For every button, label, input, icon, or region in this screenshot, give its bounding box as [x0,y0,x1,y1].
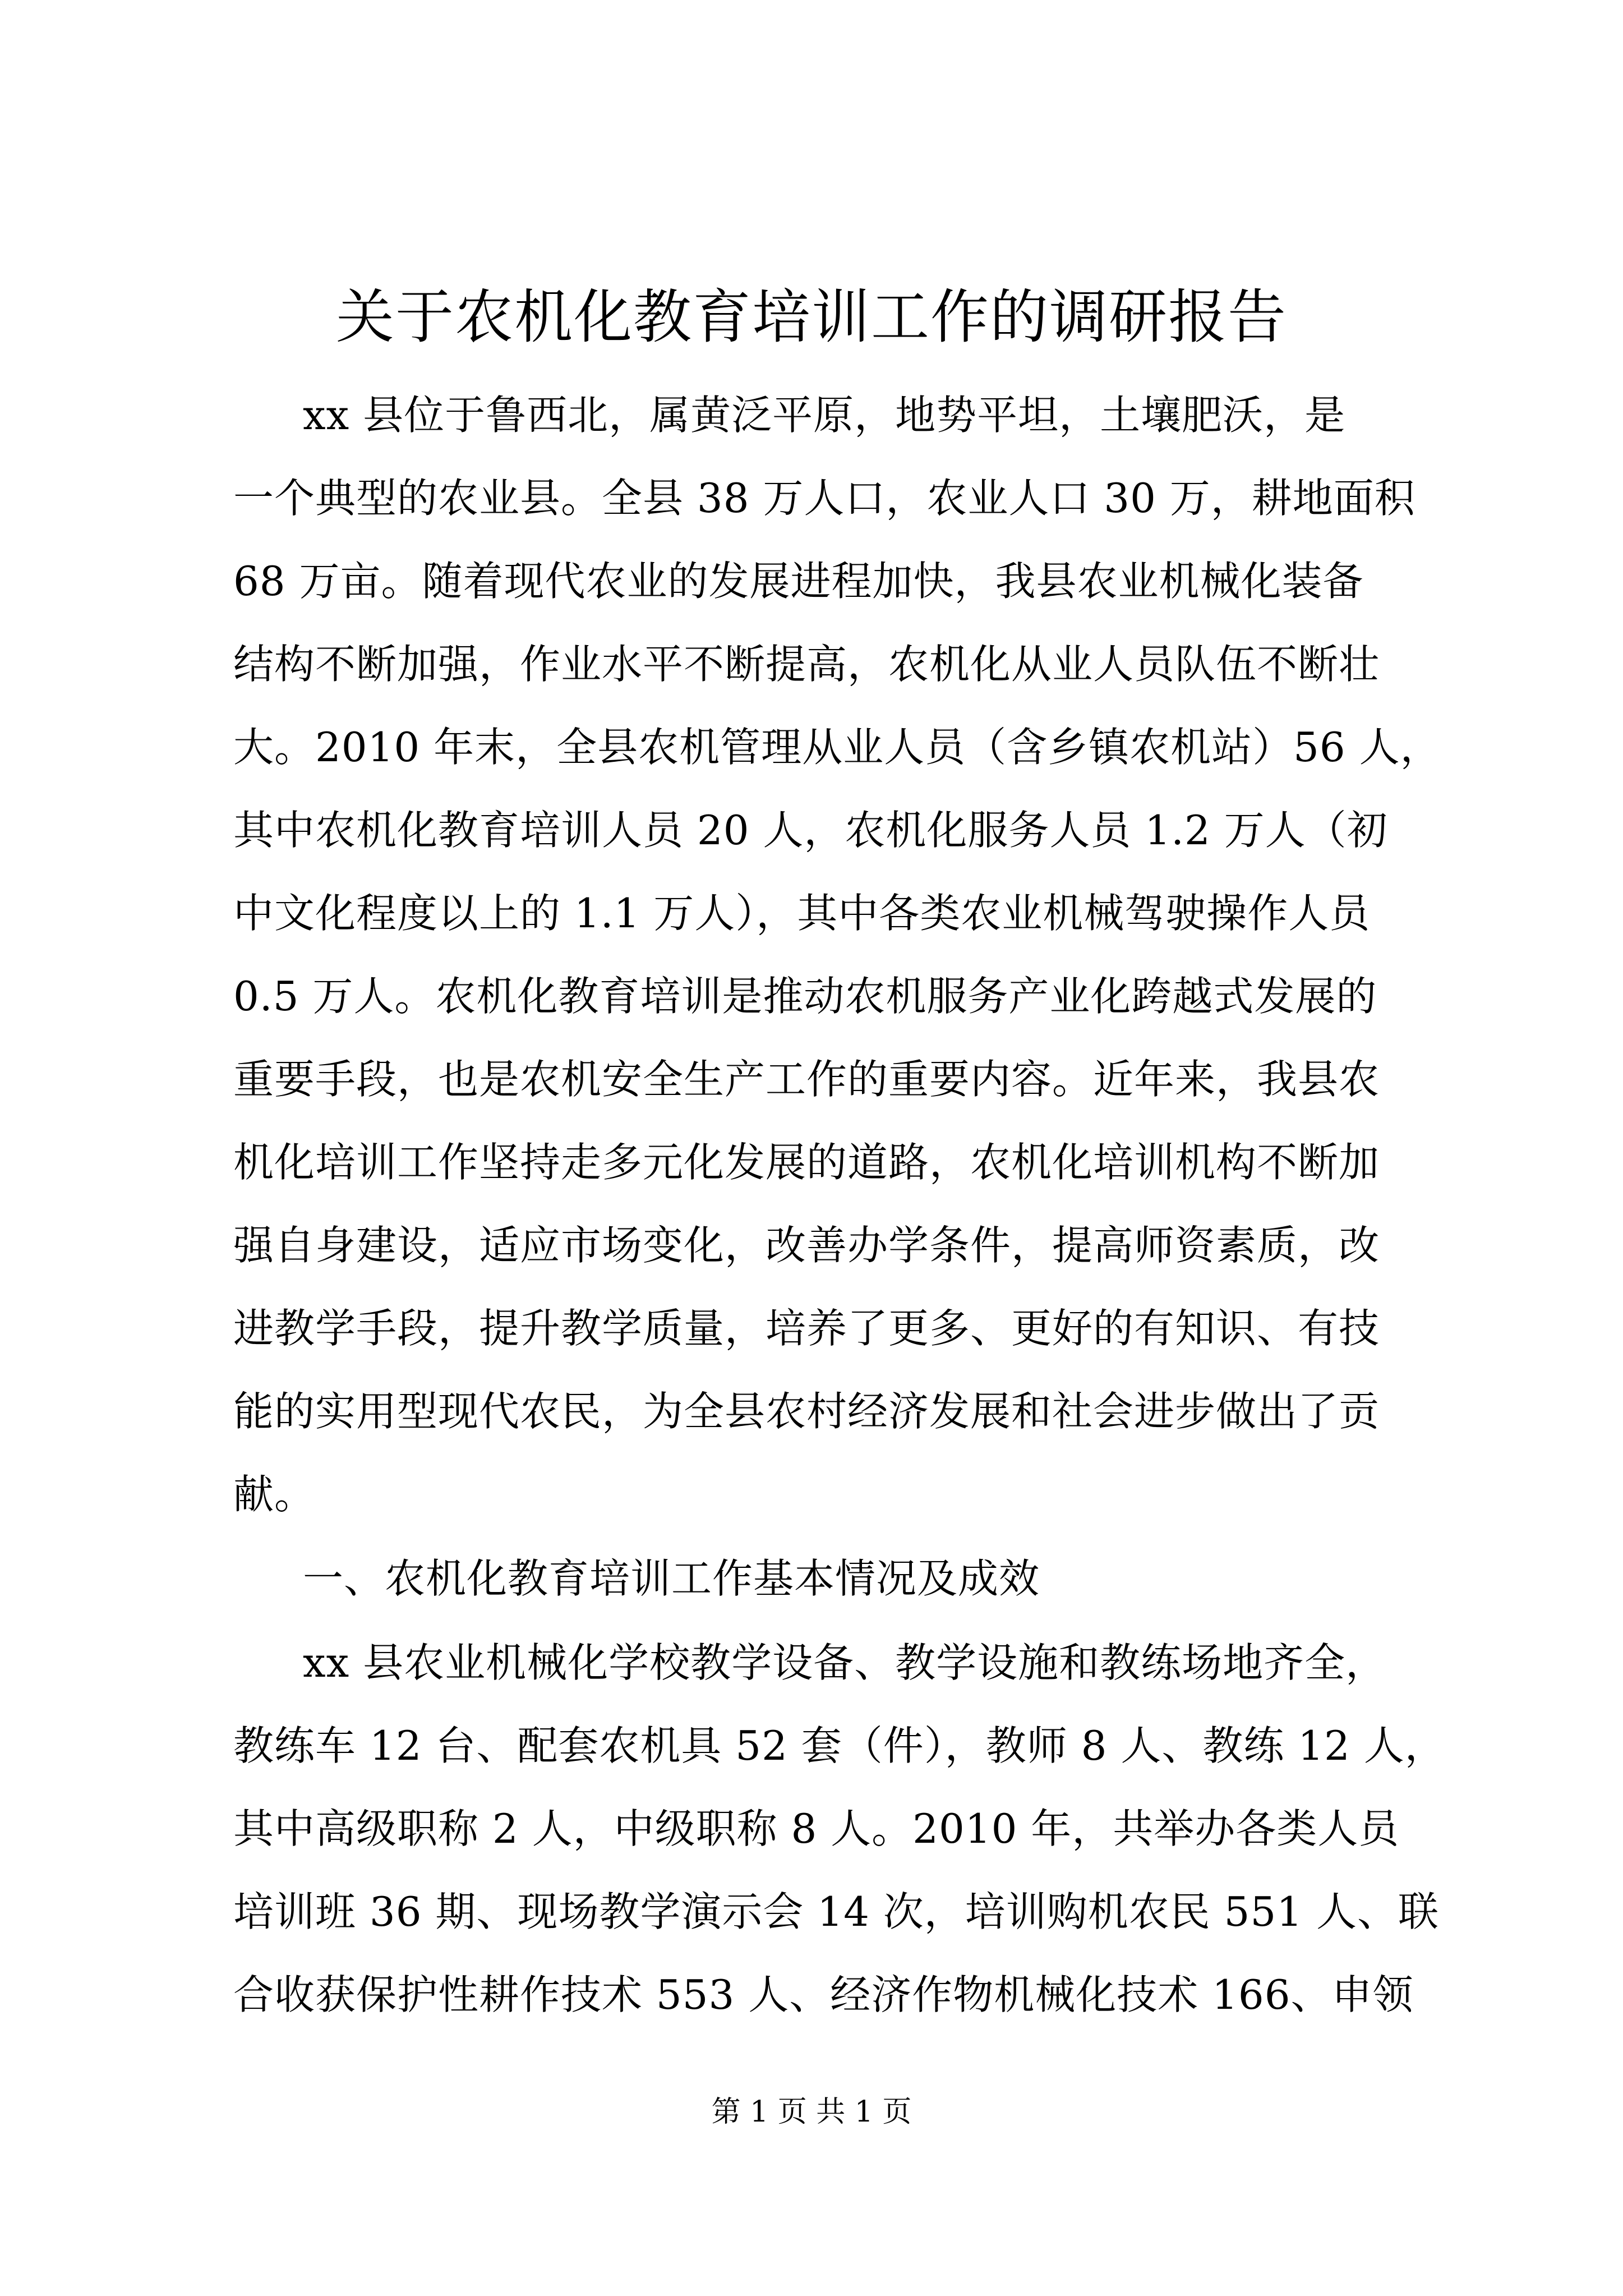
paragraph-line: 献。 [233,1471,316,1518]
paragraph-line: xx 县农业机械化学校教学设备、教学设施和教练场地齐全， [303,1639,1387,1686]
paragraph-line: 强自身建设，适应市场变化，改善办学条件，提高师资素质，改 [233,1222,1380,1269]
paragraph-line: xx 县位于鲁西北，属黄泛平原，地势平坦，土壤肥沃，是 [303,392,1346,439]
paragraph-line: 中文化程度以上的 1.1 万人），其中各类农业机械驾驶操作人员 [233,890,1371,937]
paragraph-line: 其中高级职称 2 人，中级职称 8 人。2010 年，共举办各类人员 [233,1805,1400,1852]
paragraph-line: 教练车 12 台、配套农机具 52 套（件），教师 8 人、教练 12 人， [233,1722,1446,1769]
paragraph-line: 其中农机化教育培训人员 20 人，农机化服务人员 1.2 万人（初 [233,807,1388,854]
paragraph-line: 大。2010 年末，全县农机管理从业人员（含乡镇农机站）56 人， [233,724,1441,771]
page-footer: 第 1 页 共 1 页 [711,2095,912,2129]
paragraph-line: 68 万亩。随着现代农业的发展进程加快，我县农业机械化装备 [233,558,1364,605]
paragraph-line: 机化培训工作坚持走多元化发展的道路，农机化培训机构不断加 [233,1139,1380,1186]
document-title: 关于农机化教育培训工作的调研报告 [335,283,1287,351]
section-heading: 一、农机化教育培训工作基本情况及成效 [303,1555,1040,1602]
paragraph-line: 重要手段，也是农机安全生产工作的重要内容。近年来，我县农 [233,1056,1380,1103]
paragraph-line: 培训班 36 期、现场教学演示会 14 次，培训购机农民 551 人、联 [233,1888,1439,1935]
paragraph-line: 进教学手段，提升教学质量，培养了更多、更好的有知识、有技 [233,1305,1380,1352]
paragraph-line: 能的实用型现代农民，为全县农村经济发展和社会进步做出了贡 [233,1388,1380,1435]
paragraph-line: 结构不断加强，作业水平不断提高，农机化从业人员队伍不断壮 [233,641,1380,688]
paragraph-line: 合收获保护性耕作技术 553 人、经济作物机械化技术 166、申领 [233,1971,1414,2018]
paragraph-line: 一个典型的农业县。全县 38 万人口，农业人口 30 万，耕地面积 [233,475,1415,522]
paragraph-line: 0.5 万人。农机化教育培训是推动农机服务产业化跨越式发展的 [233,973,1377,1020]
